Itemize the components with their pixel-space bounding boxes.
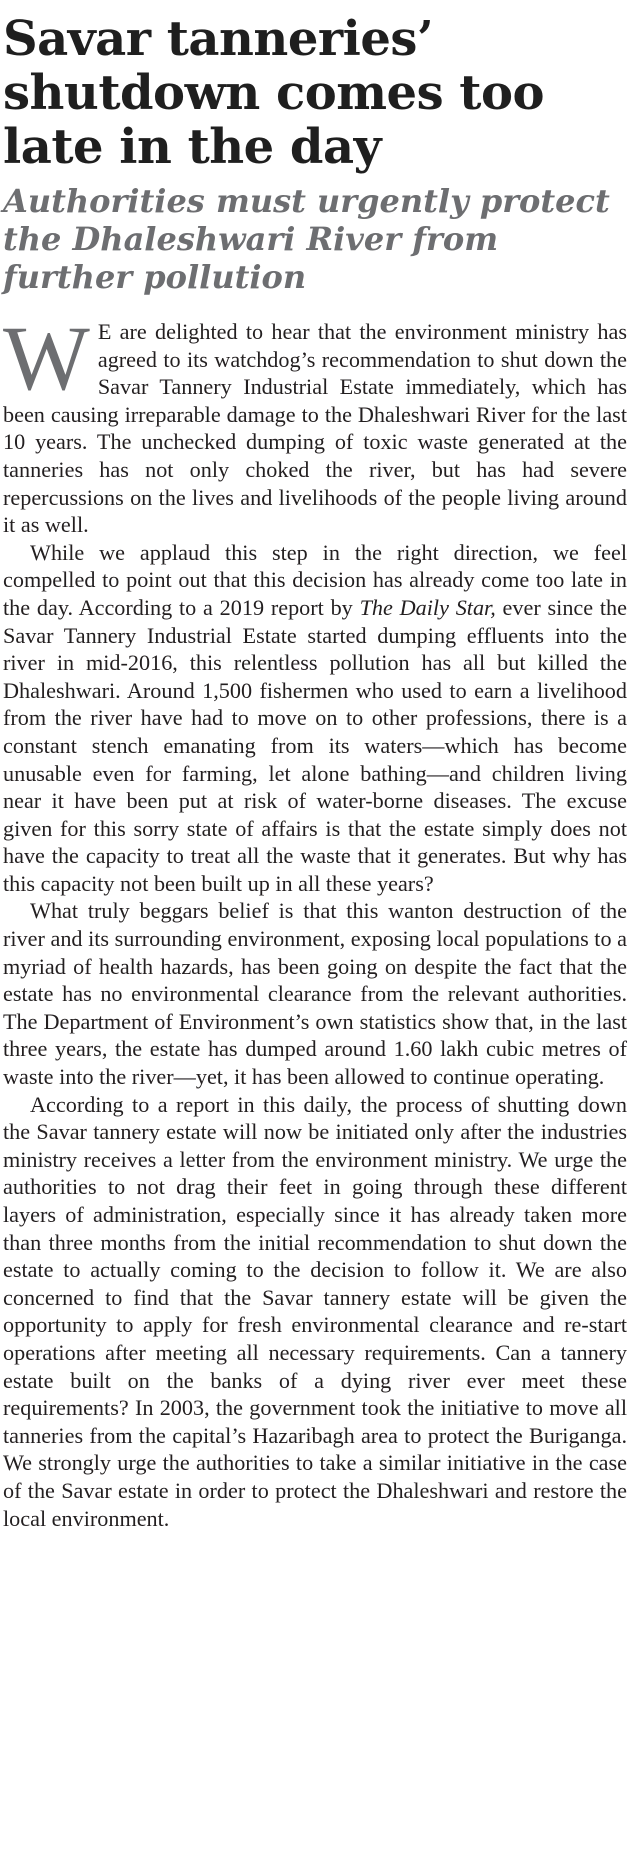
headline: Savar tanneries’ shutdown comes too late in the day bbox=[3, 11, 545, 175]
paragraph-1-text: are delighted to hear that the environment ministry has agreed to its watchdog’s recommendation to shut down the Savar Tannery Industrial Estate immediately, which has been causing irreparable damage to the Dhaleshwari River for the last 10 years. The unchecked dumping of toxic waste generated at the tanneries has not only choked the river, but has had severe repercussions on the lives and livelihoods of the people living around it as well. bbox=[3, 319, 627, 538]
paragraph-1 bbox=[3, 307, 627, 539]
editorial-article bbox=[3, 0, 627, 1532]
lead-in: E bbox=[97, 319, 112, 344]
subheadline: Authorities must urgently protect the Dhaleshwari River from further pollution bbox=[3, 182, 610, 296]
paragraph-2 bbox=[3, 539, 627, 898]
paragraph-2-text-start: While we applaud this step in the right direction, we feel compelled to point out that this decision has already come too late in the day. According to a 2019 report by bbox=[3, 539, 627, 620]
article-body bbox=[3, 307, 627, 1532]
paragraph-2-text-end: ever since the Savar Tannery Industrial Estate started dumping effluents into the river in mid-2016, this relentless pollution has all but killed the Dhaleshwari. Around 1,500 fishermen who used to earn a livelihood from the river have had to move on to other professions, there is a constant stench emanating from its waters—which has become unusable even for farming, let alone bathing—and children living near it have been put at risk of water-borne diseases. The excuse given for this sorry state of affairs is that the estate simply does not have the capacity to treat all the waste that it generates. But why has this capacity not been built up in all these years? bbox=[3, 594, 627, 896]
paragraph-4: According to a report in this daily, the process of shutting down the Savar tannery estate will now be initiated only after the industries ministry receives a letter from the environment ministry. We urge the authorities to not drag their feet in going through these different layers of administration, especially since it has already taken more than three months from the initial recommendation to shut down the estate to actually coming to the decision to follow it. We are also concerned to find that the Savar tannery estate will be given the opportunity to apply for fresh environmental clearance and re-start operations after meeting all necessary requirements. Can a tannery estate built on the banks of a dying river ever meet these requirements? In 2003, the government took the initiative to move all tanneries from the capital’s Hazaribagh area to protect the Buriganga. We strongly urge the authorities to take a similar initiative in the case of the Savar estate in order to protect the Dhaleshwari and restore the local environment. bbox=[3, 1091, 627, 1531]
drop-cap: W bbox=[3, 307, 90, 409]
paragraph-3: What truly beggars belief is that this wanton destruction of the river and its surrounding environment, exposing local populations to a myriad of health hazards, has been going on despite the fact that the estate has no environmental clearance from the relevant authorities. The Department of Environment’s own statistics show that, in the last three years, the estate has dumped around 1.60 lakh cubic metres of waste into the river—yet, it has been allowed to continue operating. bbox=[3, 898, 627, 1090]
publication-name: The Daily Star, bbox=[359, 594, 496, 620]
